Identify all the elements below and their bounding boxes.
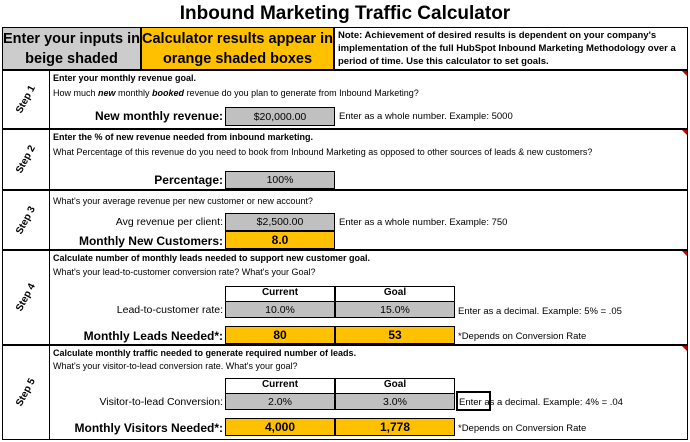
- monthly-new-customers-result: 8.0: [225, 231, 335, 249]
- step-5-hint: Enter as a decimal. Example: 4% = .04: [459, 397, 623, 408]
- step-5-question: What's your visitor-to-lead conversion rate. What's your goal?: [53, 361, 298, 371]
- step-2-section: [2, 129, 688, 190]
- step-5-result-label: Monthly Visitors Needed*:: [74, 421, 223, 435]
- inputs-legend: Enter your inputs in beige shaded: [2, 27, 141, 70]
- step-2-heading: Enter the % of new revenue needed from inbound marketing.: [53, 132, 314, 142]
- step-5-label: Step 5: [14, 376, 38, 409]
- step-3-result-label: Monthly New Customers:: [78, 234, 223, 248]
- step-4-heading: Calculate number of monthly leads needed to support new customer goal.: [53, 253, 371, 263]
- lead-to-customer-goal-input[interactable]: 15.0%: [335, 301, 455, 318]
- step-1-field-label: New monthly revenue:: [94, 109, 223, 123]
- step-5-label-cell: [3, 346, 50, 439]
- step-4-label-cell: [3, 251, 50, 344]
- percentage-input[interactable]: 100%: [225, 171, 335, 189]
- step-2-label-cell: [3, 130, 50, 189]
- step-5-footnote: *Depends on Conversion Rate: [458, 423, 587, 434]
- step-5-heading: Calculate monthly traffic needed to generate required number of leads.: [53, 348, 357, 358]
- step-4-col-goal: Goal: [335, 286, 455, 301]
- step-1-hint: Enter as a whole number. Example: 5000: [339, 111, 513, 122]
- step-3-hint: Enter as a whole number. Example: 750: [339, 217, 508, 228]
- step-1-section: [2, 70, 688, 129]
- step-4-field-label: Lead-to-customer rate:: [116, 304, 223, 316]
- step-2-question: What Percentage of this revenue do you need to book from Inbound Marketing as opposed to other sources of leads & new customers?: [53, 147, 593, 157]
- step-4-col-current: Current: [225, 286, 335, 301]
- step-4-section: [2, 250, 688, 345]
- step-5-section: [2, 345, 688, 440]
- step-4-hint: Enter as a decimal. Example: 5% = .05: [458, 306, 622, 317]
- step-1-label-cell: [3, 71, 50, 128]
- visitor-to-lead-current-input[interactable]: 2.0%: [225, 393, 335, 410]
- step-2-label: Step 2: [14, 143, 38, 176]
- monthly-visitors-current-result: 4,000: [225, 418, 335, 436]
- comment-marker-icon: [682, 130, 687, 135]
- step-1-question: How much new monthly booked revenue do you plan to generate from Inbound Marketing?: [53, 88, 419, 98]
- step-4-label: Step 4: [14, 281, 38, 314]
- step-3-section: [2, 190, 688, 250]
- avg-revenue-input[interactable]: $2,500.00: [225, 213, 335, 231]
- step-1-heading: Enter your monthly revenue goal.: [53, 73, 197, 83]
- page-title: Inbound Marketing Traffic Calculator: [179, 3, 511, 24]
- comment-marker-icon: [682, 251, 687, 256]
- new-monthly-revenue-input[interactable]: $20,000.00: [225, 107, 335, 126]
- step-5-col-current: Current: [225, 378, 335, 393]
- step-3-question: What's your average revenue per new customer or new account?: [53, 196, 313, 206]
- step-5-field-label: Visitor-to-lead Conversion:: [99, 396, 223, 408]
- step-4-question: What's your lead-to-customer conversion rate? What's your Goal?: [53, 267, 316, 277]
- monthly-leads-goal-result: 53: [335, 326, 455, 344]
- step-3-label-cell: [3, 191, 50, 249]
- step-4-result-label: Monthly Leads Needed*:: [83, 329, 223, 343]
- disclaimer-note: Note: Achievement of desired results is dependent on your company's implementation of the full HubSpot Inbound Marketing Methodology over a period of time. Use this calculator to set goals.: [334, 27, 688, 70]
- comment-marker-icon: [682, 346, 687, 351]
- step-5-col-goal: Goal: [335, 378, 455, 393]
- comment-marker-icon: [682, 71, 687, 76]
- results-legend: Calculator results appear in orange shaded boxes: [141, 27, 334, 70]
- step-3-label: Step 3: [14, 204, 38, 236]
- step-4-footnote: *Depends on Conversion Rate: [458, 331, 587, 342]
- monthly-leads-current-result: 80: [225, 326, 335, 344]
- step-1-label: Step 1: [14, 83, 38, 116]
- step-3-field-label: Avg revenue per client:: [115, 216, 223, 228]
- step-2-field-label: Percentage:: [154, 173, 223, 187]
- lead-to-customer-current-input[interactable]: 10.0%: [225, 301, 335, 318]
- monthly-visitors-goal-result: 1,778: [335, 418, 455, 436]
- visitor-to-lead-goal-input[interactable]: 3.0%: [335, 393, 455, 410]
